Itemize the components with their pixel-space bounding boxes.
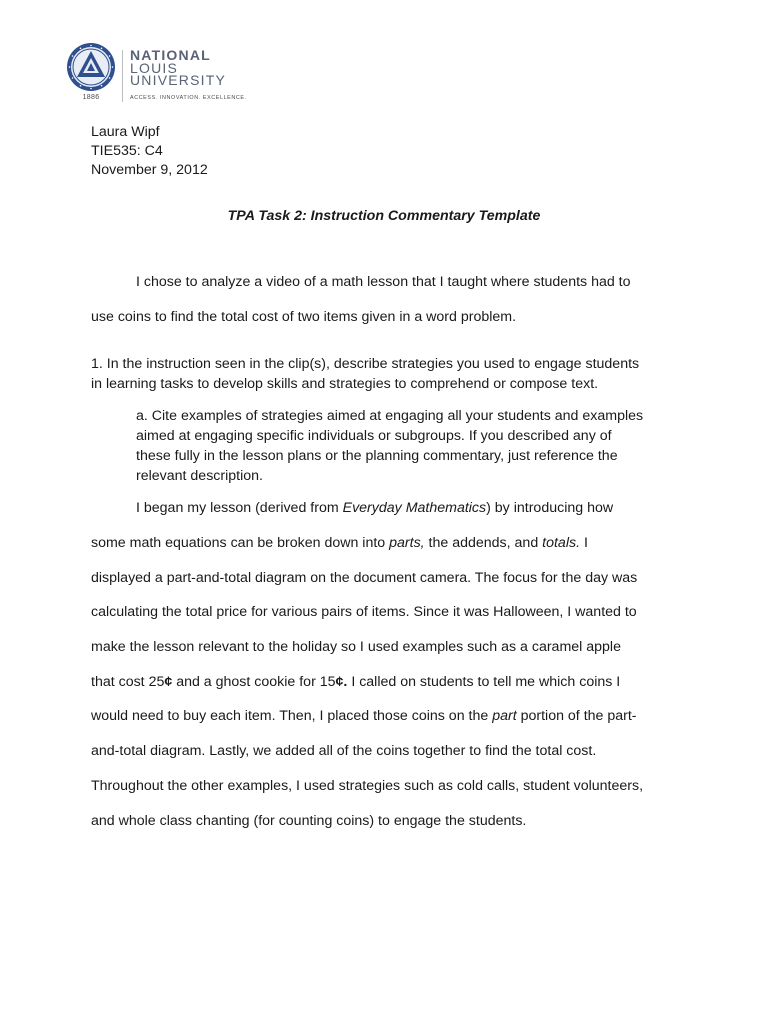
seal-year: 1886 — [82, 94, 100, 101]
question-1a-line-3: these fully in the lesson plans or the planning commentary, just reference the — [136, 448, 618, 464]
university-name-line3: UNIVERSITY — [130, 72, 227, 88]
university-logo — [66, 42, 266, 106]
intro-line-2: use coins to find the total cost of two items given in a word problem. — [91, 309, 517, 325]
university-name — [130, 49, 226, 87]
answer-line-6: that cost 25¢ and a ghost cookie for 15¢. I called on students to tell me which coins I — [91, 674, 621, 690]
answer-line-5: make the lesson relevant to the holiday so I used examples such as a caramel apple — [91, 639, 621, 655]
document-title: TPA Task 2: Instruction Commentary Template — [227, 208, 541, 224]
university-name-line1: NATIONAL — [130, 47, 211, 63]
answer-line-7: would need to buy each item. Then, I placed those coins on the part portion of the part- — [91, 708, 637, 724]
answer-line-8: and-total diagram. Lastly, we added all of the coins together to find the total cost. — [91, 743, 597, 759]
question-1a-line-4: relevant description. — [136, 468, 263, 484]
intro-line-1: I chose to analyze a video of a math lesson that I taught where students had to — [136, 274, 631, 290]
document-date: November 9, 2012 — [91, 162, 208, 178]
course-code: TIE535: C4 — [91, 143, 163, 159]
logo-divider — [122, 50, 123, 102]
question-1a-line-2: aimed at engaging specific individuals or subgroups. If you described any of — [136, 428, 612, 444]
document-header — [91, 123, 208, 180]
question-1-line-2: in learning tasks to develop skills and strategies to comprehend or compose text. — [91, 376, 599, 392]
answer-line-10: and whole class chanting (for counting coins) to engage the students. — [91, 813, 527, 829]
question-1-line-1: 1. In the instruction seen in the clip(s), describe strategies you used to engage students — [91, 356, 640, 372]
answer-line-9: Throughout the other examples, I used strategies such as cold calls, student volunteers, — [91, 778, 644, 794]
university-seal-icon — [66, 42, 116, 92]
question-1a-line-1: a. Cite examples of strategies aimed at engaging all your students and examples — [136, 408, 644, 424]
answer-line-4: calculating the total price for various pairs of items. Since it was Halloween, I wanted to — [91, 604, 637, 620]
answer-line-3: displayed a part-and-total diagram on the document camera. The focus for the day was — [91, 570, 638, 586]
answer-line-1: I began my lesson (derived from Everyday Mathematics) by introducing how — [136, 500, 614, 516]
university-name-line2: LOUIS — [130, 59, 179, 76]
author-name: Laura Wipf — [91, 124, 160, 140]
answer-line-2: some math equations can be broken down into parts, the addends, and totals. I — [91, 535, 588, 551]
university-tagline: ACCESS. INNOVATION. EXCELLENCE. — [130, 95, 247, 101]
